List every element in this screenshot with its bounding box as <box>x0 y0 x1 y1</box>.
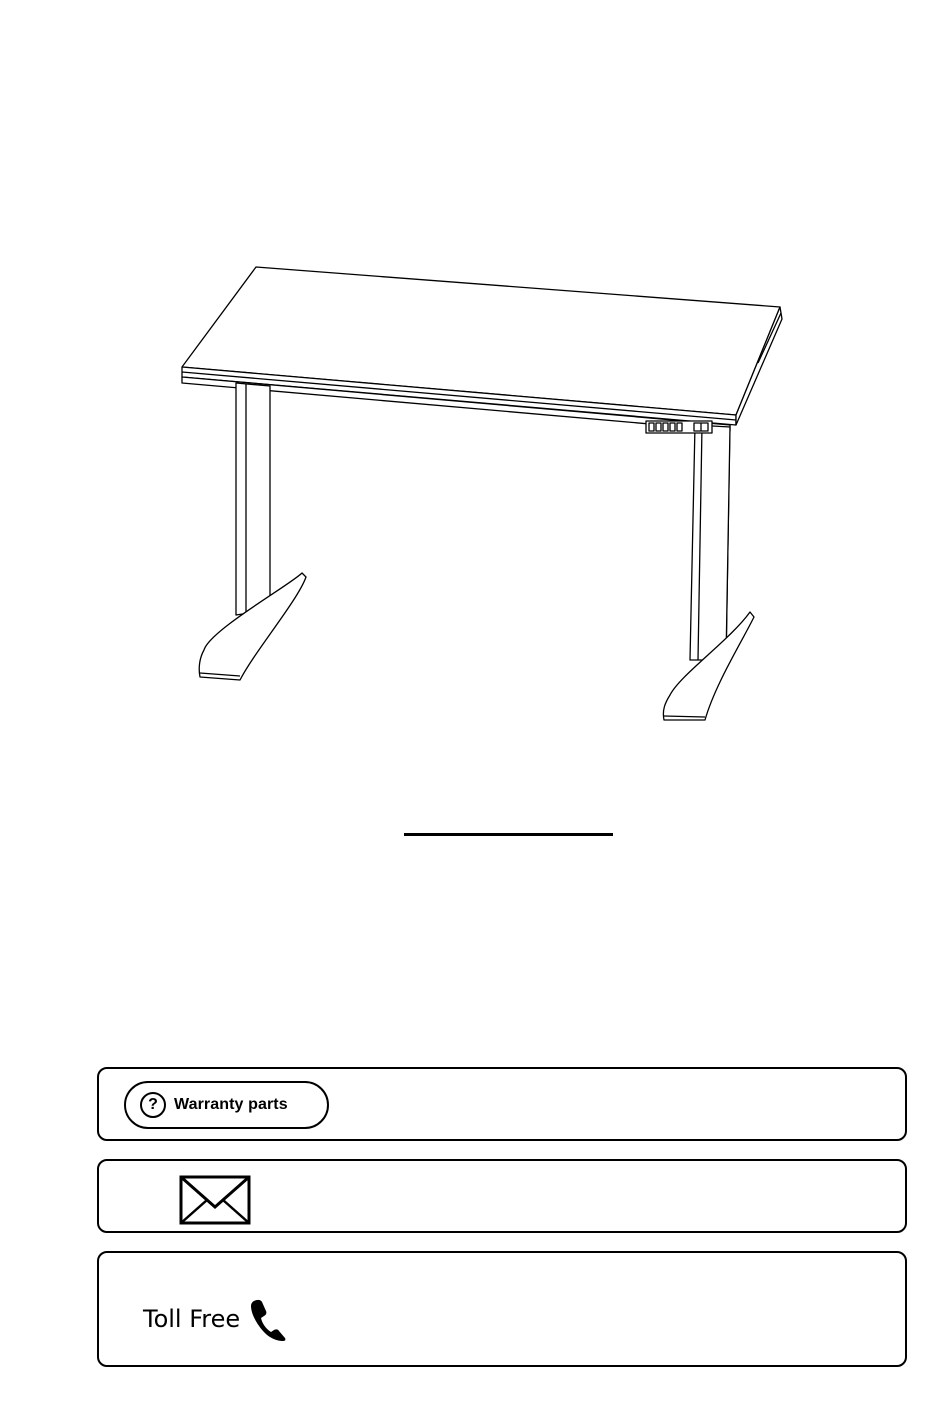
desk-leg-right <box>690 425 730 660</box>
envelope-icon <box>179 1175 251 1225</box>
help-circle-icon: ? <box>140 1092 166 1118</box>
desk-control-keypad-icon <box>646 421 712 433</box>
phone-contact-box <box>97 1251 907 1367</box>
toll-free-label: Toll Free <box>143 1305 241 1333</box>
email-contact-box <box>97 1159 907 1233</box>
warranty-parts-label: Warranty parts <box>174 1096 288 1113</box>
toll-free-row <box>143 1297 288 1341</box>
desk-leg-left <box>236 383 270 615</box>
desk-illustration <box>170 255 790 735</box>
title-underline <box>404 833 613 836</box>
warranty-parts-button[interactable] <box>124 1081 329 1129</box>
warranty-contact-box <box>97 1067 907 1141</box>
phone-handset-icon <box>248 1297 288 1341</box>
